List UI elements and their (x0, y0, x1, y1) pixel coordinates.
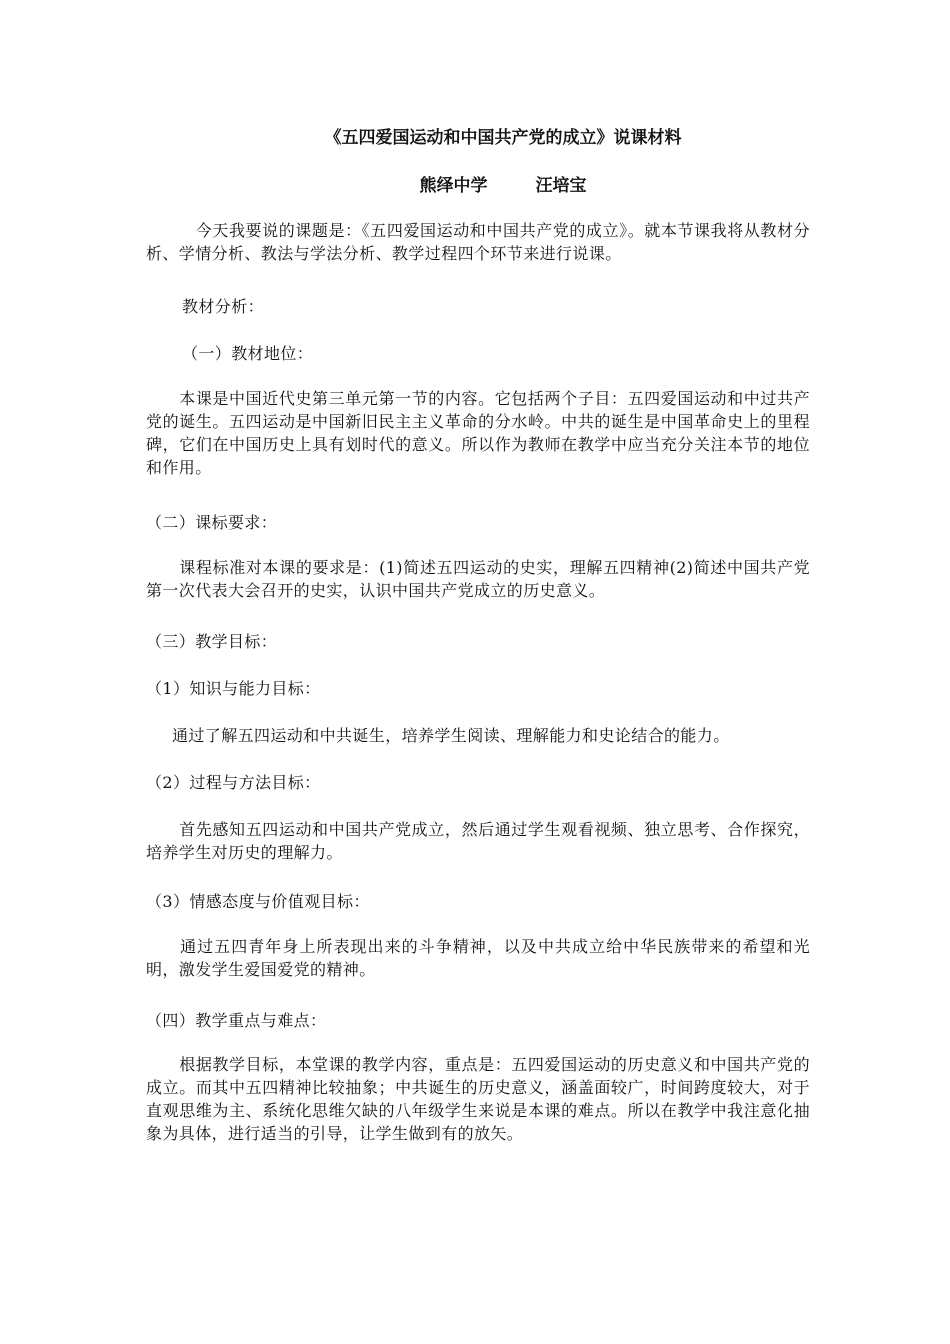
section-heading-focus: （四）教学重点与难点： (146, 1011, 327, 1030)
intro-paragraph: 今天我要说的课题是：《五四爱国运动和中国共产党的成立》。就本节课我将从教材分析、学情分析、教法与学法分析、教学过程四个环节来进行说课。 (146, 221, 810, 263)
paragraph-standard: 课程标准对本课的要求是：(1)简述五四运动的史实，理解五四精神(2)简述中国共产党第一次代表大会召开的史实，认识中国共产党成立的历史意义。 (146, 558, 810, 600)
paragraph-goal-attitude: 通过五四青年身上所表现出来的斗争精神，以及中共成立给中华民族带来的希望和光明，激发学生爱国爱党的精神。 (146, 937, 810, 979)
paragraph-goal-process: 首先感知五四运动和中国共产党成立，然后通过学生观看视频、独立思考、合作探究，培养学生对历史的理解力。 (146, 820, 810, 862)
byline (0, 174, 950, 198)
section-heading-goals: （三）教学目标： (146, 632, 278, 651)
paragraph-focus: 根据教学目标，本堂课的教学内容，重点是：五四爱国运动的历史意义和中国共产党的成立。而其中五四精神比较抽象；中共诞生的历史意义，涵盖面较广，时间跨度较大，对于直观思维为主、系统化思维欠缺的八年级学生来说是本课的难点。所以在教学中我注意化抽象为具体，进行适当的引导，让学生做到有的放矢。 (146, 1055, 810, 1143)
school-name: 熊绎中学 (419, 176, 488, 196)
subheading-goal-knowledge: （1）知识与能力目标： (146, 679, 321, 698)
paragraph-goal-knowledge: 通过了解五四运动和中共诞生，培养学生阅读、理解能力和史论结合的能力。 (172, 726, 730, 745)
paragraph-position: 本课是中国近代史第三单元第一节的内容。它包括两个子目：五四爱国运动和中过共产党的诞生。五四运动是中国新旧民主主义革命的分水岭。中共的诞生是中国革命史上的里程碑，它们在中国历史上具有划时代的意义。所以作为教师在教学中应当充分关注本节的地位和作用。 (146, 389, 810, 477)
section-heading-position: （一）教材地位： (182, 344, 314, 363)
document-title: 《五四爱国运动和中国共产党的成立》说课材料 (324, 128, 682, 148)
author-name: 汪培宝 (535, 176, 587, 196)
subheading-goal-process: （2）过程与方法目标： (146, 773, 321, 792)
section-heading-analysis: 教材分析： (182, 297, 265, 316)
section-heading-standard: （二）课标要求： (146, 513, 278, 532)
subheading-goal-attitude: （3）情感态度与价值观目标： (146, 892, 370, 911)
